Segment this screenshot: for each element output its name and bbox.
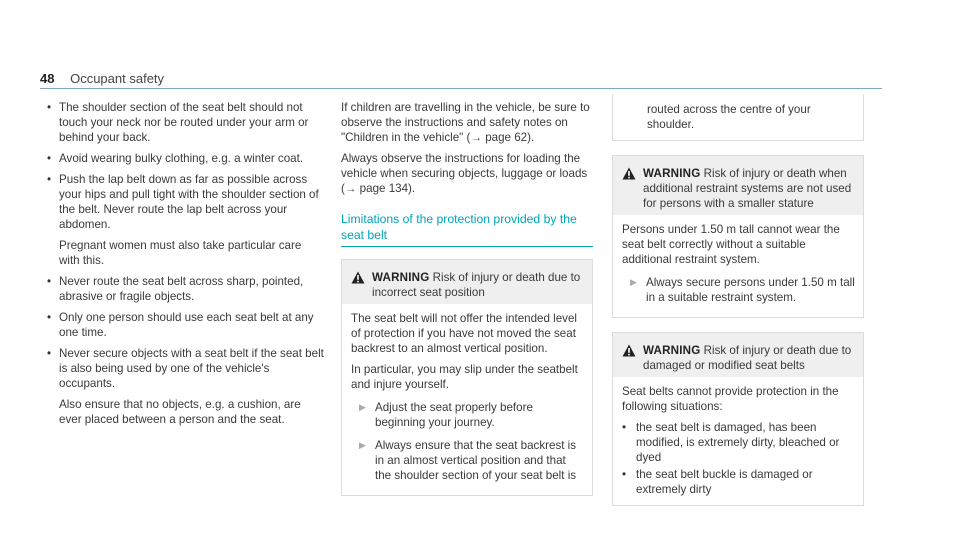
list-item: • the seat belt is damaged, has been modified, is extremely dirty, bleached or dyed xyxy=(622,420,855,465)
warning-body xyxy=(613,215,863,317)
warning-paragraph: Persons under 1.50 m tall cannot wear the seat belt correctly without a suitable additional restraint system. xyxy=(622,223,840,266)
list-item xyxy=(59,274,324,304)
belt-usage-list xyxy=(59,100,324,427)
list-item xyxy=(59,346,324,427)
warning-box-restraint xyxy=(612,155,864,318)
step-text: Always secure persons under 1.50 m tall in a suitable restraint system. xyxy=(646,276,855,304)
list-item xyxy=(59,100,324,145)
step-arrow-icon: ▶ xyxy=(359,440,366,450)
warning-body xyxy=(613,377,863,505)
warning-header xyxy=(613,156,863,215)
warning-triangle-icon xyxy=(351,271,365,284)
instruction-step xyxy=(351,438,584,483)
step-arrow-icon: ▶ xyxy=(359,402,366,412)
step-text: Adjust the seat properly before beginning your journey. xyxy=(375,401,533,429)
instruction-step xyxy=(351,400,584,430)
warning-keyword: WARNING xyxy=(643,167,701,180)
header-rule xyxy=(40,88,882,89)
warning-heading: Risk of injury or death due to damaged or modified seat belts xyxy=(643,344,852,372)
situation-list xyxy=(622,420,855,497)
loading-note: Always observe the instructions for loading the vehicle when securing objects, luggage or loads (→ page 134). xyxy=(341,152,588,195)
warning-paragraph: Seat belts cannot provide protection in the following situations: xyxy=(622,385,839,413)
warning-heading: Risk of injury or death when additional restraint systems are not used for persons with a smaller stature xyxy=(643,167,852,210)
list-item-text: Never route the seat belt across sharp, pointed, abrasive or fragile objects. xyxy=(59,275,304,303)
column-2 xyxy=(341,100,593,496)
warning-continuation: routed across the centre of your shoulder. xyxy=(612,94,864,141)
warning-body xyxy=(342,304,592,495)
step-text: Always ensure that the seat backrest is in an almost vertical position and that the shoulder section of your seat belt is xyxy=(375,439,577,482)
warning-triangle-icon xyxy=(622,167,636,180)
list-item-note: Pregnant women must also take particular care with this. xyxy=(59,239,302,267)
warning-triangle-icon xyxy=(622,344,636,357)
list-item xyxy=(59,172,324,268)
list-item-text: The shoulder section of the seat belt should not touch your neck nor be routed under your arm or behind your back. xyxy=(59,101,309,144)
warning-heading: Risk of injury or death due to incorrect seat position xyxy=(372,271,581,299)
warning-header xyxy=(613,333,863,377)
section-heading: Limitations of the protection provided by the seat belt xyxy=(341,211,593,247)
list-item: • the seat belt buckle is damaged or extremely dirty xyxy=(622,467,855,497)
column-1 xyxy=(59,100,324,433)
warning-keyword: WARNING xyxy=(372,271,430,284)
page-section-title: Occupant safety xyxy=(70,71,165,86)
column-3 xyxy=(612,94,864,506)
list-item xyxy=(59,310,324,340)
step-arrow-icon: ▶ xyxy=(630,277,637,287)
warning-box-damaged-belts xyxy=(612,332,864,506)
warning-paragraph: The seat belt will not offer the intended level of protection if you have not moved the seat backrest to an almost vertical position. xyxy=(351,312,578,355)
instruction-step xyxy=(622,275,855,305)
page-header xyxy=(40,71,164,86)
children-note: If children are travelling in the vehicle, be sure to observe the instructions and safety notes on "Children in the vehicle" (→ page 62). xyxy=(341,101,590,144)
warning-box-seat-position xyxy=(341,259,593,496)
list-item-text: Push the lap belt down as far as possible across your hips and pull tight with the shoulder section of the belt. Never route the lap belt across your abdomen. xyxy=(59,173,319,231)
warning-header xyxy=(342,260,592,304)
warning-paragraph: In particular, you may slip under the seatbelt and injure yourself. xyxy=(351,363,578,391)
list-item xyxy=(59,151,324,166)
page-number: 48 xyxy=(40,71,55,86)
list-item-text: Never secure objects with a seat belt if the seat belt is also being used by one of the vehicle's occupants. xyxy=(59,347,324,390)
list-item-text: Avoid wearing bulky clothing, e.g. a winter coat. xyxy=(59,152,304,165)
list-item-text: Only one person should use each seat belt at any one time. xyxy=(59,311,314,339)
list-item-note: Also ensure that no objects, e.g. a cushion, are ever placed between a person and the seat. xyxy=(59,398,301,426)
warning-keyword: WARNING xyxy=(643,344,701,357)
